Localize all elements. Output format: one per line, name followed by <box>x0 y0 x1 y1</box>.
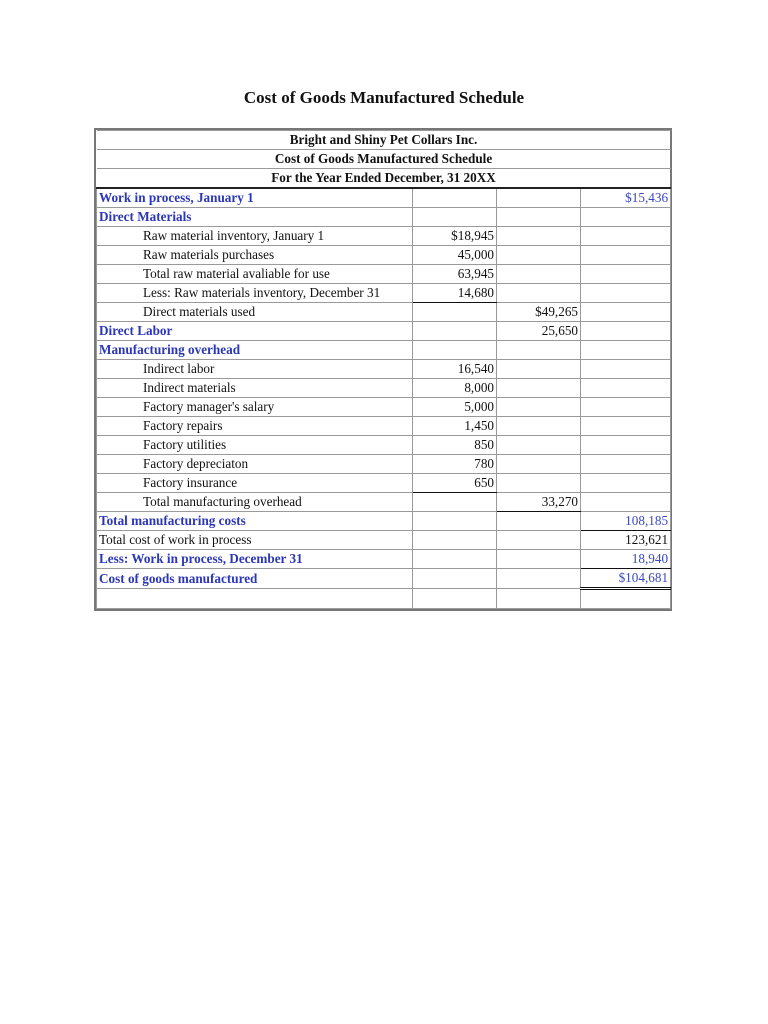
row-factory-insurance <box>97 474 671 493</box>
cell-col4 <box>581 493 671 512</box>
row-label: Factory manager's salary <box>97 398 413 417</box>
row-raw-inv-jan1 <box>97 227 671 246</box>
row-label: Total manufacturing costs <box>97 512 413 531</box>
cell-col4 <box>581 474 671 493</box>
cell-col3 <box>497 512 581 531</box>
cell-col4 <box>581 322 671 341</box>
cell-col3 <box>497 284 581 303</box>
cell-col4 <box>581 284 671 303</box>
cell-col4 <box>581 227 671 246</box>
row-label: Indirect materials <box>97 379 413 398</box>
header-company-row <box>97 131 671 150</box>
row-label: Total raw material avaliable for use <box>97 265 413 284</box>
row-label: Direct Materials <box>97 208 413 227</box>
cell-col4: 108,185 <box>581 512 671 531</box>
cell-col4 <box>581 265 671 284</box>
row-label: Less: Work in process, December 31 <box>97 550 413 569</box>
row-indirect-labor <box>97 360 671 379</box>
cell-col3 <box>497 188 581 208</box>
company-name: Bright and Shiny Pet Collars Inc. <box>97 131 671 150</box>
cell-col3 <box>497 227 581 246</box>
row-label: Raw materials purchases <box>97 246 413 265</box>
cell-col2: 1,450 <box>413 417 497 436</box>
cell-col4 <box>581 341 671 360</box>
cell-col2 <box>413 341 497 360</box>
cell-col4: $104,681 <box>581 569 671 589</box>
cell-col3 <box>497 550 581 569</box>
cell-col3 <box>497 455 581 474</box>
row-label: Direct Labor <box>97 322 413 341</box>
cell-col4: 18,940 <box>581 550 671 569</box>
cell-col4 <box>581 208 671 227</box>
row-label: Factory insurance <box>97 474 413 493</box>
row-total-cost-wip <box>97 531 671 550</box>
row-label: Factory utilities <box>97 436 413 455</box>
row-raw-purchases <box>97 246 671 265</box>
cell-col2 <box>413 589 497 609</box>
row-label: Direct materials used <box>97 303 413 322</box>
cell-col2 <box>413 493 497 512</box>
row-total-raw-available <box>97 265 671 284</box>
row-label: Manufacturing overhead <box>97 341 413 360</box>
cell-col2 <box>413 512 497 531</box>
cell-col2: 16,540 <box>413 360 497 379</box>
row-label: Cost of goods manufactured <box>97 569 413 589</box>
cell-col3: 33,270 <box>497 493 581 512</box>
cell-col3 <box>497 417 581 436</box>
header-report-row <box>97 150 671 169</box>
row-cost-of-goods-manufactured <box>97 569 671 589</box>
cell-col4 <box>581 589 671 609</box>
cogm-schedule-table <box>94 128 672 611</box>
cell-col2: 8,000 <box>413 379 497 398</box>
row-direct-labor <box>97 322 671 341</box>
row-label: Indirect labor <box>97 360 413 379</box>
cell-col3 <box>497 379 581 398</box>
cell-col3 <box>497 246 581 265</box>
cell-col2 <box>413 550 497 569</box>
row-label: Total cost of work in process <box>97 531 413 550</box>
cell-col4 <box>581 436 671 455</box>
cell-col2: 5,000 <box>413 398 497 417</box>
cell-col3 <box>497 208 581 227</box>
row-label: Raw material inventory, January 1 <box>97 227 413 246</box>
cell-col3 <box>497 341 581 360</box>
cell-col3 <box>497 474 581 493</box>
cell-col2: 780 <box>413 455 497 474</box>
cell-col2: 45,000 <box>413 246 497 265</box>
row-factory-utilities <box>97 436 671 455</box>
cell-col2: $18,945 <box>413 227 497 246</box>
page-title: Cost of Goods Manufactured Schedule <box>243 88 525 107</box>
cell-col2: 850 <box>413 436 497 455</box>
report-period: For the Year Ended December, 31 20XX <box>97 169 671 189</box>
report-name: Cost of Goods Manufactured Schedule <box>97 150 671 169</box>
cell-col2: 14,680 <box>413 284 497 303</box>
row-less-wip-dec31 <box>97 550 671 569</box>
row-label <box>97 589 413 609</box>
cell-col4 <box>581 398 671 417</box>
row-less-raw-inv-dec31 <box>97 284 671 303</box>
cell-col3: 25,650 <box>497 322 581 341</box>
cell-col2 <box>413 569 497 589</box>
row-label: Work in process, January 1 <box>97 188 413 208</box>
row-total-manufacturing-overhead <box>97 493 671 512</box>
row-label: Factory repairs <box>97 417 413 436</box>
row-empty <box>97 589 671 609</box>
row-total-manufacturing-costs <box>97 512 671 531</box>
row-manufacturing-overhead <box>97 341 671 360</box>
header-period-row <box>97 169 671 189</box>
row-direct-materials <box>97 208 671 227</box>
cell-col2 <box>413 303 497 322</box>
row-label: Less: Raw materials inventory, December 31 <box>97 284 413 303</box>
cell-col3: $49,265 <box>497 303 581 322</box>
cell-col2 <box>413 531 497 550</box>
row-indirect-materials <box>97 379 671 398</box>
cell-col2 <box>413 208 497 227</box>
row-factory-manager-salary <box>97 398 671 417</box>
row-label: Factory depreciaton <box>97 455 413 474</box>
cell-col4 <box>581 379 671 398</box>
cell-col3 <box>497 360 581 379</box>
cell-col4 <box>581 417 671 436</box>
cell-col4 <box>581 246 671 265</box>
cell-col4: $15,436 <box>581 188 671 208</box>
cell-col2: 63,945 <box>413 265 497 284</box>
cell-col2: 650 <box>413 474 497 493</box>
cell-col4 <box>581 455 671 474</box>
cell-col3 <box>497 398 581 417</box>
cell-col3 <box>497 531 581 550</box>
cell-col3 <box>497 265 581 284</box>
row-factory-repairs <box>97 417 671 436</box>
cell-col3 <box>497 436 581 455</box>
row-wip-jan1 <box>97 188 671 208</box>
row-factory-depreciation <box>97 455 671 474</box>
row-label: Total manufacturing overhead <box>97 493 413 512</box>
row-direct-materials-used <box>97 303 671 322</box>
cell-col2 <box>413 188 497 208</box>
cell-col3 <box>497 569 581 589</box>
cell-col4 <box>581 303 671 322</box>
cell-col3 <box>497 589 581 609</box>
cell-col2 <box>413 322 497 341</box>
cell-col4: 123,621 <box>581 531 671 550</box>
cell-col4 <box>581 360 671 379</box>
